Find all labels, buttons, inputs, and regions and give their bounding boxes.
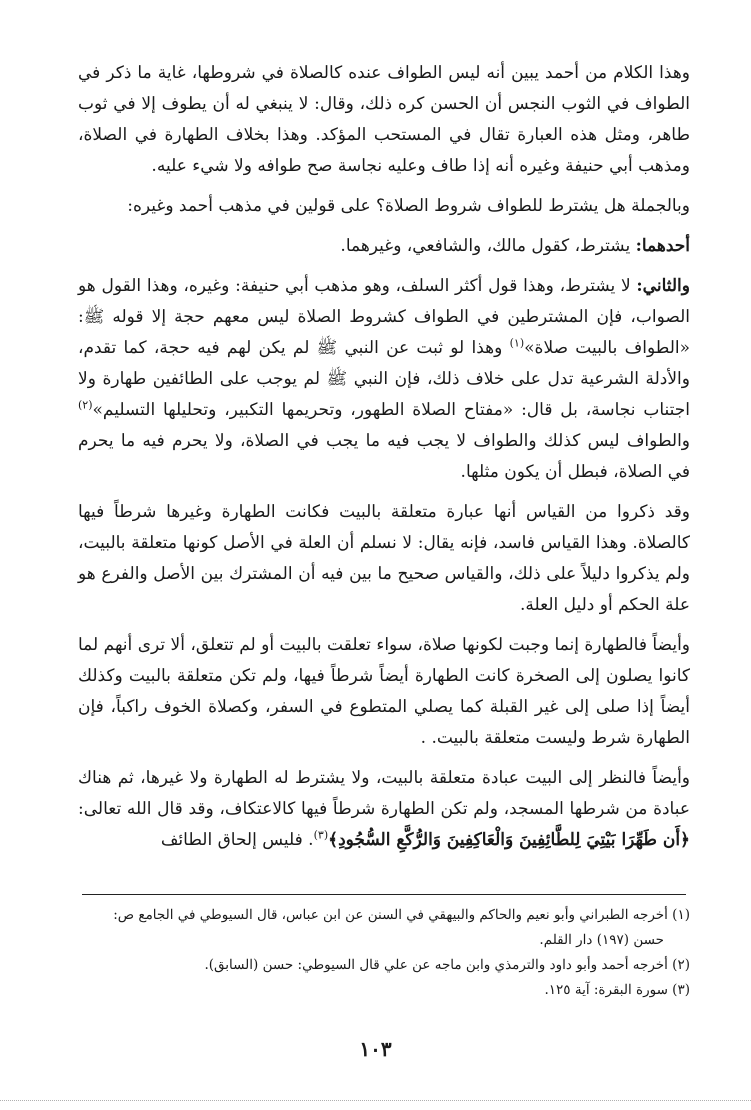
quran-verse: ﴿أَن طَهِّرَا بَيْتِيَ لِلطَّائِفِينَ وَالْعَاكِفِينَ وَالرُّكَّعِ السُّجُودِ﴾ xyxy=(328,830,690,850)
paragraph-text: يشترط، كقول مالك، والشافعي، وغيرهما. xyxy=(340,236,631,256)
footnote-ref-2[interactable]: (٢) xyxy=(78,398,93,412)
footnote-separator xyxy=(82,894,686,895)
paragraph-5 xyxy=(78,497,690,621)
paragraph-6 xyxy=(78,630,690,754)
paragraph-text: وبالجملة هل يشترط للطواف شروط الصلاة؟ على قولين في مذهب أحمد وغيره: xyxy=(127,196,690,216)
paragraph-text: والطواف ليس كذلك والطواف لا يجب فيه ما يجب في الصلاة، ولا يحرم فيه ما يحرم في الصلاة، فبطل أن يكون مثلها. xyxy=(78,431,690,482)
page-number: ١٠٣ xyxy=(359,1037,392,1061)
second-opinion-label: والثاني: xyxy=(636,276,690,296)
page-edge xyxy=(0,1100,751,1101)
paragraph-text: وهذا الكلام من أحمد يبين أنه ليس الطواف عنده كالصلاة في شروطها، غاية ما ذكر في الطواف في الثوب النجس أن الحسن كره ذلك، وقال: لا ينبغي له أن يطوف إلا في ثوب طاهر، ومثل هذه العبارة تقال في المستحب المؤكد. وهذا بخلاف الطهارة في الصلاة، ومذهب أبي حنيفة وغيره أنه إذا طاف وعليه نجاسة صح طوافه ولا شيء عليه. xyxy=(78,63,690,176)
footnote-text-continued: حسن (١٩٧) دار القلم. xyxy=(539,932,664,948)
footnote-ref-3[interactable]: (٣) xyxy=(313,828,329,842)
paragraph-1 xyxy=(78,58,690,182)
footnote-text: (١) أخرجه الطبراني وأبو نعيم والحاكم والبيهقي في السنن عن ابن عباس، قال السيوطي في الجامع ص: xyxy=(113,907,690,923)
paragraph-2 xyxy=(78,191,690,222)
paragraph-4 xyxy=(78,271,690,488)
paragraph-text: لا يشترط، وهذا قول أكثر السلف، وهو مذهب أبي حنيفة: وغيره، وهذا القول هو الصواب، فإن المشترطين في الطواف كشروط الصلاة ليس معهم حجة إلا قوله ﷺ: «الطواف بالبيت صلاة» xyxy=(78,276,691,358)
paragraph-7 xyxy=(78,763,690,856)
first-opinion-label: أحدهما: xyxy=(635,236,690,256)
footnote-1 xyxy=(78,903,690,953)
footnote-2 xyxy=(78,953,690,978)
footnote-3 xyxy=(78,978,690,1003)
footnote-ref-1[interactable]: (١) xyxy=(509,336,525,350)
main-text xyxy=(78,58,690,865)
paragraph-text: وأيضاً فالنظر إلى البيت عبادة متعلقة بالبيت، ولا يشترط له الطهارة ولا غيرها، ثم هناك عبادة من شرطها المسجد، ولم تكن الطهارة شرطاً فيها كالاعتكاف، وقد قال الله تعالى: xyxy=(78,768,690,819)
paragraph-text: وأيضاً فالطهارة إنما وجبت لكونها صلاة، سواء تعلقت بالبيت أو لم تتعلق، ألا ترى أنهم لما كانوا يصلون إلى الصخرة كانت الطهارة أيضاً شرطاً فيها، ولم تكن متعلقة بالبيت وكذلك أيضاً إذا صلى إلى غير القبلة كما يصلي المتطوع في السفر، وكصلاة الخوف راكباً، فإن الطهارة شرط وليست متعلقة بالبيت. . xyxy=(78,635,690,748)
footnote-text: (٣) سورة البقرة: آية ١٢٥. xyxy=(544,982,690,998)
footnote-text: (٢) أخرجه أحمد وأبو داود والترمذي وابن ماجه عن علي قال السيوطي: حسن (السابق). xyxy=(204,957,690,973)
paragraph-text: وهذا لو ثبت عن النبي ﷺ لم يكن لهم فيه حجة، كما تقدم، والأدلة الشرعية تدل على خلاف ذلك، فإن النبي ﷺ لم يوجب على الطائفين طهارة ولا اجتناب نجاسة، بل قال: «مفتاح الصلاة الطهور، وتحريمها التكبير، وتحليلها التسليم» xyxy=(78,338,690,420)
paragraph-text: وقد ذكروا من القياس أنها عبارة متعلقة بالبيت فكانت الطهارة وغيرها شرطاً فيها كالصلاة. وهذا القياس فاسد، فإنه يقال: لا نسلم أن العلة في الأصل كونها متعلقة بالبيت، ولم يذكروا دليلاً على ذلك، والقياس صحيح ما بين فيه أن المشترك بين الأصل والفرع هو علة الحكم أو دليل العلة. xyxy=(78,502,690,615)
paragraph-3 xyxy=(78,231,690,262)
footnotes xyxy=(78,903,690,1003)
paragraph-text: . فليس إلحاق الطائف xyxy=(160,830,314,850)
